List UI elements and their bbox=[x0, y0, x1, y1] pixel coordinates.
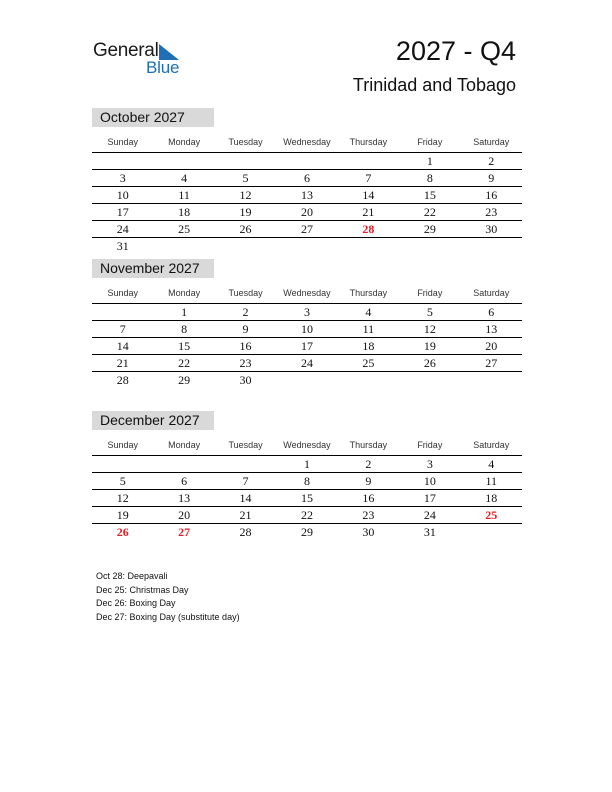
day-cell: 5 bbox=[242, 171, 249, 185]
day-cell: 14 bbox=[239, 491, 252, 505]
day-cell: 20 bbox=[178, 508, 191, 522]
day-cell: 21 bbox=[362, 205, 375, 219]
day-cell: 25 bbox=[362, 356, 375, 370]
day-cell: 4 bbox=[181, 171, 188, 185]
day-cell: 24 bbox=[300, 356, 313, 370]
day-cell: 12 bbox=[239, 188, 252, 202]
day-cell: 22 bbox=[423, 205, 436, 219]
day-cell: 28 bbox=[239, 525, 252, 539]
day-cell bbox=[92, 153, 153, 169]
day-cell bbox=[92, 456, 153, 472]
day-cell: 25 bbox=[178, 222, 191, 236]
day-cell: 30 bbox=[485, 222, 498, 236]
day-cell: 1 bbox=[426, 154, 433, 168]
day-cell: 20 bbox=[300, 205, 313, 219]
day-cell: 13 bbox=[178, 491, 191, 505]
day-cell: 3 bbox=[426, 457, 433, 471]
day-cell: 7 bbox=[365, 171, 372, 185]
day-cell: 24 bbox=[116, 222, 129, 236]
weekday-label: Saturday bbox=[473, 288, 510, 298]
weekday-label: Wednesday bbox=[283, 288, 331, 298]
week-row bbox=[92, 153, 522, 170]
day-cell bbox=[461, 372, 522, 388]
weekday-label: Tuesday bbox=[228, 440, 263, 450]
week-row bbox=[92, 473, 522, 490]
day-cell: 23 bbox=[485, 205, 498, 219]
week-row bbox=[92, 238, 522, 254]
day-cell: 4 bbox=[365, 305, 372, 319]
day-cell: 8 bbox=[303, 474, 310, 488]
day-cell: 8 bbox=[426, 171, 433, 185]
day-cell: 7 bbox=[242, 474, 249, 488]
day-cell bbox=[338, 153, 399, 169]
day-cell: 7 bbox=[119, 322, 126, 336]
logo bbox=[93, 40, 193, 80]
day-cell: 17 bbox=[116, 205, 129, 219]
weekday-label: Thursday bbox=[349, 288, 388, 298]
day-cell: 19 bbox=[423, 339, 436, 353]
day-cell: 23 bbox=[239, 356, 252, 370]
day-cell bbox=[215, 238, 276, 254]
day-cell: 30 bbox=[362, 525, 375, 539]
day-cell: 9 bbox=[365, 474, 372, 488]
day-cell: 15 bbox=[178, 339, 191, 353]
weekday-header-row bbox=[92, 436, 522, 456]
day-cell: 15 bbox=[300, 491, 313, 505]
day-cell: 23 bbox=[362, 508, 375, 522]
weekday-label: Sunday bbox=[107, 137, 138, 147]
weekday-label: Friday bbox=[417, 137, 443, 147]
day-cell: 10 bbox=[423, 474, 436, 488]
day-cell: 14 bbox=[116, 339, 129, 353]
day-cell bbox=[92, 304, 153, 320]
day-cell: 31 bbox=[116, 239, 129, 253]
day-cell: 22 bbox=[178, 356, 191, 370]
day-cell: 17 bbox=[300, 339, 313, 353]
weekday-label: Thursday bbox=[349, 137, 388, 147]
day-cell: 9 bbox=[242, 322, 249, 336]
week-row bbox=[92, 524, 522, 540]
day-cell: 12 bbox=[116, 491, 129, 505]
day-cell: 11 bbox=[178, 188, 190, 202]
holiday-day-cell: 28 bbox=[362, 222, 375, 236]
day-cell: 11 bbox=[362, 322, 375, 336]
day-cell: 21 bbox=[239, 508, 252, 522]
page-title: 2027 - Q4 bbox=[395, 36, 516, 66]
week-row bbox=[92, 221, 522, 238]
weekday-label: Sunday bbox=[107, 440, 138, 450]
day-cell: 1 bbox=[303, 457, 310, 471]
day-cell: 24 bbox=[423, 508, 436, 522]
weekday-label: Wednesday bbox=[283, 137, 331, 147]
day-cell: 16 bbox=[362, 491, 375, 505]
week-row bbox=[92, 304, 522, 321]
day-cell: 22 bbox=[300, 508, 313, 522]
weekday-header-row bbox=[92, 284, 522, 304]
month-title: December 2027 bbox=[92, 411, 214, 430]
weekday-label: Tuesday bbox=[228, 288, 263, 298]
day-cell: 18 bbox=[485, 491, 498, 505]
holiday-note: Dec 25: Christmas Day bbox=[96, 584, 189, 595]
month-block bbox=[92, 411, 522, 540]
day-cell: 17 bbox=[423, 491, 436, 505]
day-cell: 2 bbox=[365, 457, 372, 471]
holiday-day-cell: 26 bbox=[116, 525, 129, 539]
holiday-note: Dec 26: Boxing Day bbox=[96, 598, 176, 608]
week-row bbox=[92, 355, 522, 372]
week-row bbox=[92, 204, 522, 221]
day-cell: 6 bbox=[181, 474, 188, 488]
day-cell bbox=[461, 524, 522, 540]
day-cell: 8 bbox=[181, 322, 188, 336]
holiday-note: Dec 27: Boxing Day (substitute day) bbox=[96, 611, 240, 622]
weekday-label: Wednesday bbox=[283, 440, 331, 450]
holiday-notes bbox=[96, 570, 240, 624]
day-cell: 27 bbox=[300, 222, 313, 236]
day-cell: 29 bbox=[300, 525, 313, 539]
day-cell bbox=[215, 456, 276, 472]
country-name: Trinidad and Tobago bbox=[352, 75, 516, 95]
day-cell: 19 bbox=[239, 205, 252, 219]
month-title: October 2027 bbox=[92, 108, 214, 127]
day-cell: 9 bbox=[488, 171, 495, 185]
day-cell: 19 bbox=[116, 508, 129, 522]
day-cell: 16 bbox=[239, 339, 252, 353]
day-cell: 10 bbox=[300, 322, 313, 336]
day-cell: 3 bbox=[119, 171, 126, 185]
day-cell: 18 bbox=[362, 339, 375, 353]
day-cell: 28 bbox=[116, 373, 129, 387]
day-cell: 1 bbox=[181, 305, 188, 319]
weekday-label: Saturday bbox=[473, 440, 510, 450]
day-cell bbox=[276, 372, 337, 388]
day-cell bbox=[153, 456, 214, 472]
day-cell: 18 bbox=[178, 205, 191, 219]
week-row bbox=[92, 187, 522, 204]
day-cell: 13 bbox=[485, 322, 498, 336]
day-cell: 5 bbox=[119, 474, 126, 488]
day-cell: 13 bbox=[300, 188, 313, 202]
week-row bbox=[92, 372, 522, 388]
weekday-header-row bbox=[92, 133, 522, 153]
day-cell: 10 bbox=[116, 188, 129, 202]
day-cell bbox=[338, 372, 399, 388]
week-row bbox=[92, 456, 522, 473]
month-title: November 2027 bbox=[92, 259, 214, 278]
day-cell bbox=[399, 372, 460, 388]
week-row bbox=[92, 507, 522, 524]
weekday-label: Monday bbox=[168, 440, 201, 450]
week-row bbox=[92, 170, 522, 187]
holiday-day-cell: 27 bbox=[178, 525, 191, 539]
day-cell bbox=[399, 238, 460, 254]
day-cell bbox=[461, 238, 522, 254]
month-block bbox=[92, 108, 522, 254]
week-row bbox=[92, 321, 522, 338]
day-cell: 29 bbox=[423, 222, 436, 236]
day-cell: 16 bbox=[485, 188, 498, 202]
day-cell: 21 bbox=[116, 356, 129, 370]
day-cell: 20 bbox=[485, 339, 498, 353]
day-cell: 5 bbox=[426, 305, 433, 319]
day-cell bbox=[153, 153, 214, 169]
logo-text-general: General bbox=[93, 40, 159, 61]
day-cell: 2 bbox=[242, 305, 249, 319]
day-cell: 11 bbox=[485, 474, 498, 488]
day-cell: 15 bbox=[423, 188, 436, 202]
day-cell: 31 bbox=[423, 525, 436, 539]
weekday-label: Monday bbox=[168, 288, 201, 298]
day-cell bbox=[215, 153, 276, 169]
week-row bbox=[92, 490, 522, 507]
day-cell: 6 bbox=[488, 305, 495, 319]
day-cell bbox=[276, 153, 337, 169]
day-cell: 3 bbox=[303, 305, 310, 319]
weekday-label: Friday bbox=[417, 440, 443, 450]
day-cell bbox=[153, 238, 214, 254]
day-cell bbox=[338, 238, 399, 254]
holiday-day-cell: 25 bbox=[485, 508, 498, 522]
day-cell: 12 bbox=[423, 322, 436, 336]
day-cell bbox=[276, 238, 337, 254]
month-block bbox=[92, 259, 522, 388]
day-cell: 2 bbox=[488, 154, 495, 168]
day-cell: 29 bbox=[178, 373, 191, 387]
day-cell: 26 bbox=[423, 356, 436, 370]
day-cell: 30 bbox=[239, 373, 252, 387]
logo-text-blue: Blue bbox=[146, 58, 180, 77]
weekday-label: Friday bbox=[417, 288, 443, 298]
weekday-label: Thursday bbox=[349, 440, 388, 450]
week-row bbox=[92, 338, 522, 355]
day-cell: 6 bbox=[303, 171, 310, 185]
weekday-label: Saturday bbox=[473, 137, 510, 147]
day-cell: 4 bbox=[488, 457, 495, 471]
day-cell: 26 bbox=[239, 222, 252, 236]
weekday-label: Monday bbox=[168, 137, 201, 147]
holiday-note: Oct 28: Deepavali bbox=[96, 571, 168, 581]
day-cell: 27 bbox=[485, 356, 498, 370]
weekday-label: Tuesday bbox=[228, 137, 263, 147]
weekday-label: Sunday bbox=[107, 288, 138, 298]
day-cell: 14 bbox=[362, 188, 375, 202]
